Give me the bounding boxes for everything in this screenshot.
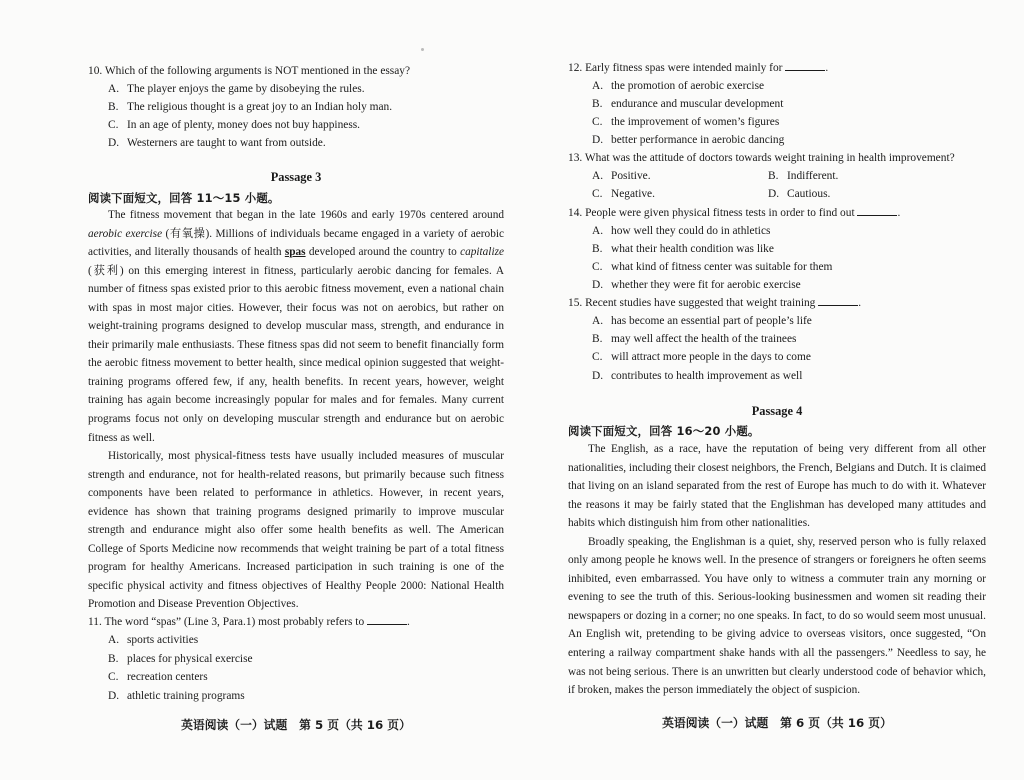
answer-blank xyxy=(857,205,897,216)
question-15-option-d: D. contributes to health improvement as well xyxy=(592,370,803,382)
question-10-option-d: D. Westerners are taught to want from outside. xyxy=(108,137,326,149)
question-11-option-b: B. places for physical exercise xyxy=(108,653,253,665)
question-10 xyxy=(88,62,504,80)
question-14-option-d: D. whether they were fit for aerobic exercise xyxy=(592,279,801,291)
right-page xyxy=(568,0,986,780)
question-13-option-a: A. Positive. xyxy=(592,170,651,182)
passage-4-paragraph-2: Broadly speaking, the Englishman is a quiet, shy, reserved person who is fully relaxed only among people he knows well. In the presence of strangers or foreigners he often seems inhibited, even embarrassed. You have only to witness a commuter train any morning or evening to see the truth of this. Serious-looking businessmen and women sit reading their newspapers or dozing in a corner; no one speaks. In fact, to do so would seem most unusual. An English wit, pretending to be giving advice to overseas visitors, once suggested, “On entering a railway compartment shake hands with all the passengers.” Needless to say, he was not being serious. There is an unwritten but clearly understood code of behavior which, if broken, makes the person immediately the object of suspicion. xyxy=(568,535,986,697)
page-footer: 英语阅读（一）试题 第 6 页（共 16 页） xyxy=(662,716,892,730)
question-13-option-c: C. Negative. xyxy=(592,188,655,200)
term-capitalize: capitalize xyxy=(460,246,504,259)
answer-blank xyxy=(785,60,825,71)
passage-3-title: Passage 3 xyxy=(270,170,322,184)
question-stem: 15. Recent studies have suggested that weight training xyxy=(568,297,816,309)
question-12-option-c: C. the improvement of women’s figures xyxy=(592,116,780,128)
question-stem: 11. The word “spas” (Line 3, Para.1) most probably refers to xyxy=(88,616,365,628)
question-12: 12. Early fitness spas were intended mainly for . xyxy=(568,62,829,74)
question-15-option-c: C. will attract more people in the days to come xyxy=(592,351,811,363)
question-10-option-a: A. The player enjoys the game by disobeying the rules. xyxy=(108,83,365,95)
term-spas: spas xyxy=(284,246,306,259)
scan-speck xyxy=(421,48,424,51)
question-15-option-a: A. has become an essential part of people’s life xyxy=(592,315,812,327)
question-13-option-d: D. Cautious. xyxy=(768,188,831,200)
passage-3-instruction: 阅读下面短文，回答 11～15 小题。 xyxy=(88,191,280,205)
passage-4-paragraph-1: The English, as a race, have the reputation of being very different from all other nationalities, including their closest neighbors, the French, Belgians and Dutch. It is claimed that living on an island separated from the rest of Europe has much to do with it. Whatever the reasons it may be fairly stated that the Englishman has developed many attitudes and habits which distinguish him from other nationalities. xyxy=(568,443,986,530)
answer-blank xyxy=(818,295,858,306)
question-12-option-b: B. endurance and muscular development xyxy=(592,98,784,110)
answer-blank xyxy=(367,614,407,625)
question-10-option-b: B. The religious thought is a great joy to an Indian holy man. xyxy=(108,101,393,113)
question-11-option-d: D. athletic training programs xyxy=(108,690,245,702)
question-15: 15. Recent studies have suggested that weight training . xyxy=(568,297,862,309)
question-stem: 14. People were given physical fitness tests in order to find out xyxy=(568,207,855,219)
question-10-option-c: C. In an age of plenty, money does not buy happiness. xyxy=(108,119,361,131)
question-12-option-a: A. the promotion of aerobic exercise xyxy=(592,80,765,92)
question-stem: 10. Which of the following arguments is NOT mentioned in the essay? xyxy=(88,65,411,77)
question-14: 14. People were given physical fitness tests in order to find out . xyxy=(568,207,901,219)
term-aerobic-exercise: aerobic exercise xyxy=(88,227,163,240)
passage-4-instruction: 阅读下面短文，回答 16～20 小题。 xyxy=(568,424,760,438)
passage-3-paragraph-1: The fitness movement that began in the late 1960s and early 1970s centered around aerobic exercise (有氧操). Millions of individuals became engaged in a variety of aerobic activities, and literally thousands of health spas developed around the country to capitalize (获利) on this emerging interest in fitness, particularly aerobic dancing for females. A number of fitness spas existed prior to this aerobic fitness movement, even a national chain with spas in most major cities. However, their focus was not on aerobics, but rather on weight-training programs designed to develop muscular mass, strength, and endurance in their primarily male enthusiasts. These fitness spas did not seem to benefit financially form the aerobic fitness movement to better health, since medical opinion suggested that weight-training programs offered few, if any, health benefits. In recent years, however, weight training has again become increasingly popular for males and for females. Many current programs focus not only on developing muscular strength and endurance but on aerobic fitness as well. xyxy=(88,209,504,444)
question-11: 11. The word “spas” (Line 3, Para.1) most probably refers to . xyxy=(88,616,410,628)
question-13-option-b: B. Indifferent. xyxy=(768,170,839,182)
passage-4-title: Passage 4 xyxy=(751,404,803,418)
passage-4-body xyxy=(568,440,986,700)
question-14-option-c: C. what kind of fitness center was suitable for them xyxy=(592,261,833,273)
question-14-option-b: B. what their health condition was like xyxy=(592,243,774,255)
page-footer: 英语阅读（一）试题 第 5 页（共 16 页） xyxy=(181,718,411,732)
question-11-option-a: A. sports activities xyxy=(108,634,199,646)
question-stem: 13. What was the attitude of doctors towards weight training in health improvement? xyxy=(568,152,955,164)
passage-3-paragraph-2: Historically, most physical-fitness tests have usually included measures of muscular strength and endurance, not for health-related reasons, but primarily because such fitness components have been related to performance in athletics. However, in recent years, evidence has shown that training programs designed primarily to improve muscular strength and endurance might also offer some health benefits as well. The American College of Sports Medicine now recommends that weight training be part of a total fitness program for healthy Americans. Increased participation in such training is one of the specific physical activity and fitness objectives of Healthy People 2000: National Health Promotion and Disease Prevention Objectives. xyxy=(88,450,504,611)
passage-3-body xyxy=(88,206,504,614)
question-15-option-b: B. may well affect the health of the trainees xyxy=(592,333,797,345)
question-12-option-d: D. better performance in aerobic dancing xyxy=(592,134,785,146)
question-14-option-a: A. how well they could do in athletics xyxy=(592,225,771,237)
question-stem: 12. Early fitness spas were intended mainly for xyxy=(568,62,783,74)
question-11-option-c: C. recreation centers xyxy=(108,671,208,683)
left-page xyxy=(88,0,504,780)
question-13 xyxy=(568,149,986,167)
